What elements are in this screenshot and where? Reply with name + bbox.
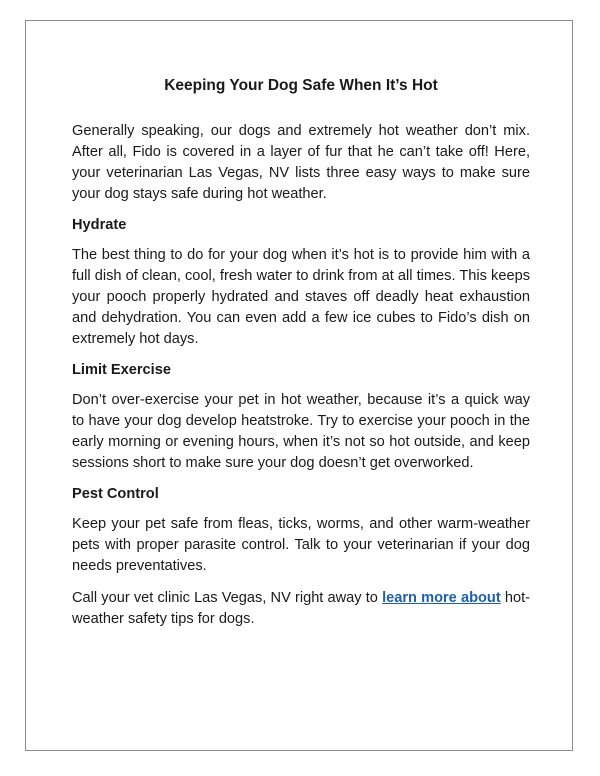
- section-heading-pest-control: Pest Control: [72, 486, 159, 502]
- intro-paragraph: Generally speaking, our dogs and extremely hot weather don’t mix. After all, Fido is covered in a layer of fur that he can’t take off! Here, your veterinarian Las Vegas, NV lists three easy ways to make sure your dog stays safe during hot weather.: [72, 123, 530, 202]
- learn-more-link[interactable]: learn more about: [382, 590, 501, 606]
- section-body-hydrate: The best thing to do for your dog when it’s hot is to provide him with a full dish of clean, cool, fresh water to drink from at all times. This keeps your pooch properly hydrated and staves off deadly heat exhaustion and dehydration. You can even add a few ice cubes to Fido’s dish on extremely hot days.: [72, 247, 530, 347]
- section-body-limit-exercise: Don’t over-exercise your pet in hot weather, because it’s a quick way to have your dog develop heatstroke. Try to exercise your pooch in the early morning or evening hours, when it’s not so hot outside, and keep sessions short to make sure your dog doesn’t get overworked.: [72, 392, 530, 471]
- cta-text-after: hot-weather safety tips for dogs.: [72, 590, 530, 627]
- section-heading-hydrate: Hydrate: [72, 217, 127, 233]
- cta-text-before: Call your vet clinic Las Vegas, NV right away to: [72, 590, 383, 606]
- cta-paragraph: [72, 588, 530, 630]
- page-title: Keeping Your Dog Safe When It’s Hot: [164, 77, 438, 94]
- section-pest-control: [72, 484, 530, 577]
- section-hydrate: [72, 215, 530, 350]
- section-limit-exercise: [72, 360, 530, 474]
- document-body: [72, 76, 530, 630]
- section-heading-limit-exercise: Limit Exercise: [72, 362, 171, 378]
- section-body-pest-control: Keep your pet safe from fleas, ticks, worms, and other warm-weather pets with proper parasite control. Talk to your veterinarian if your dog needs preventatives.: [72, 516, 530, 574]
